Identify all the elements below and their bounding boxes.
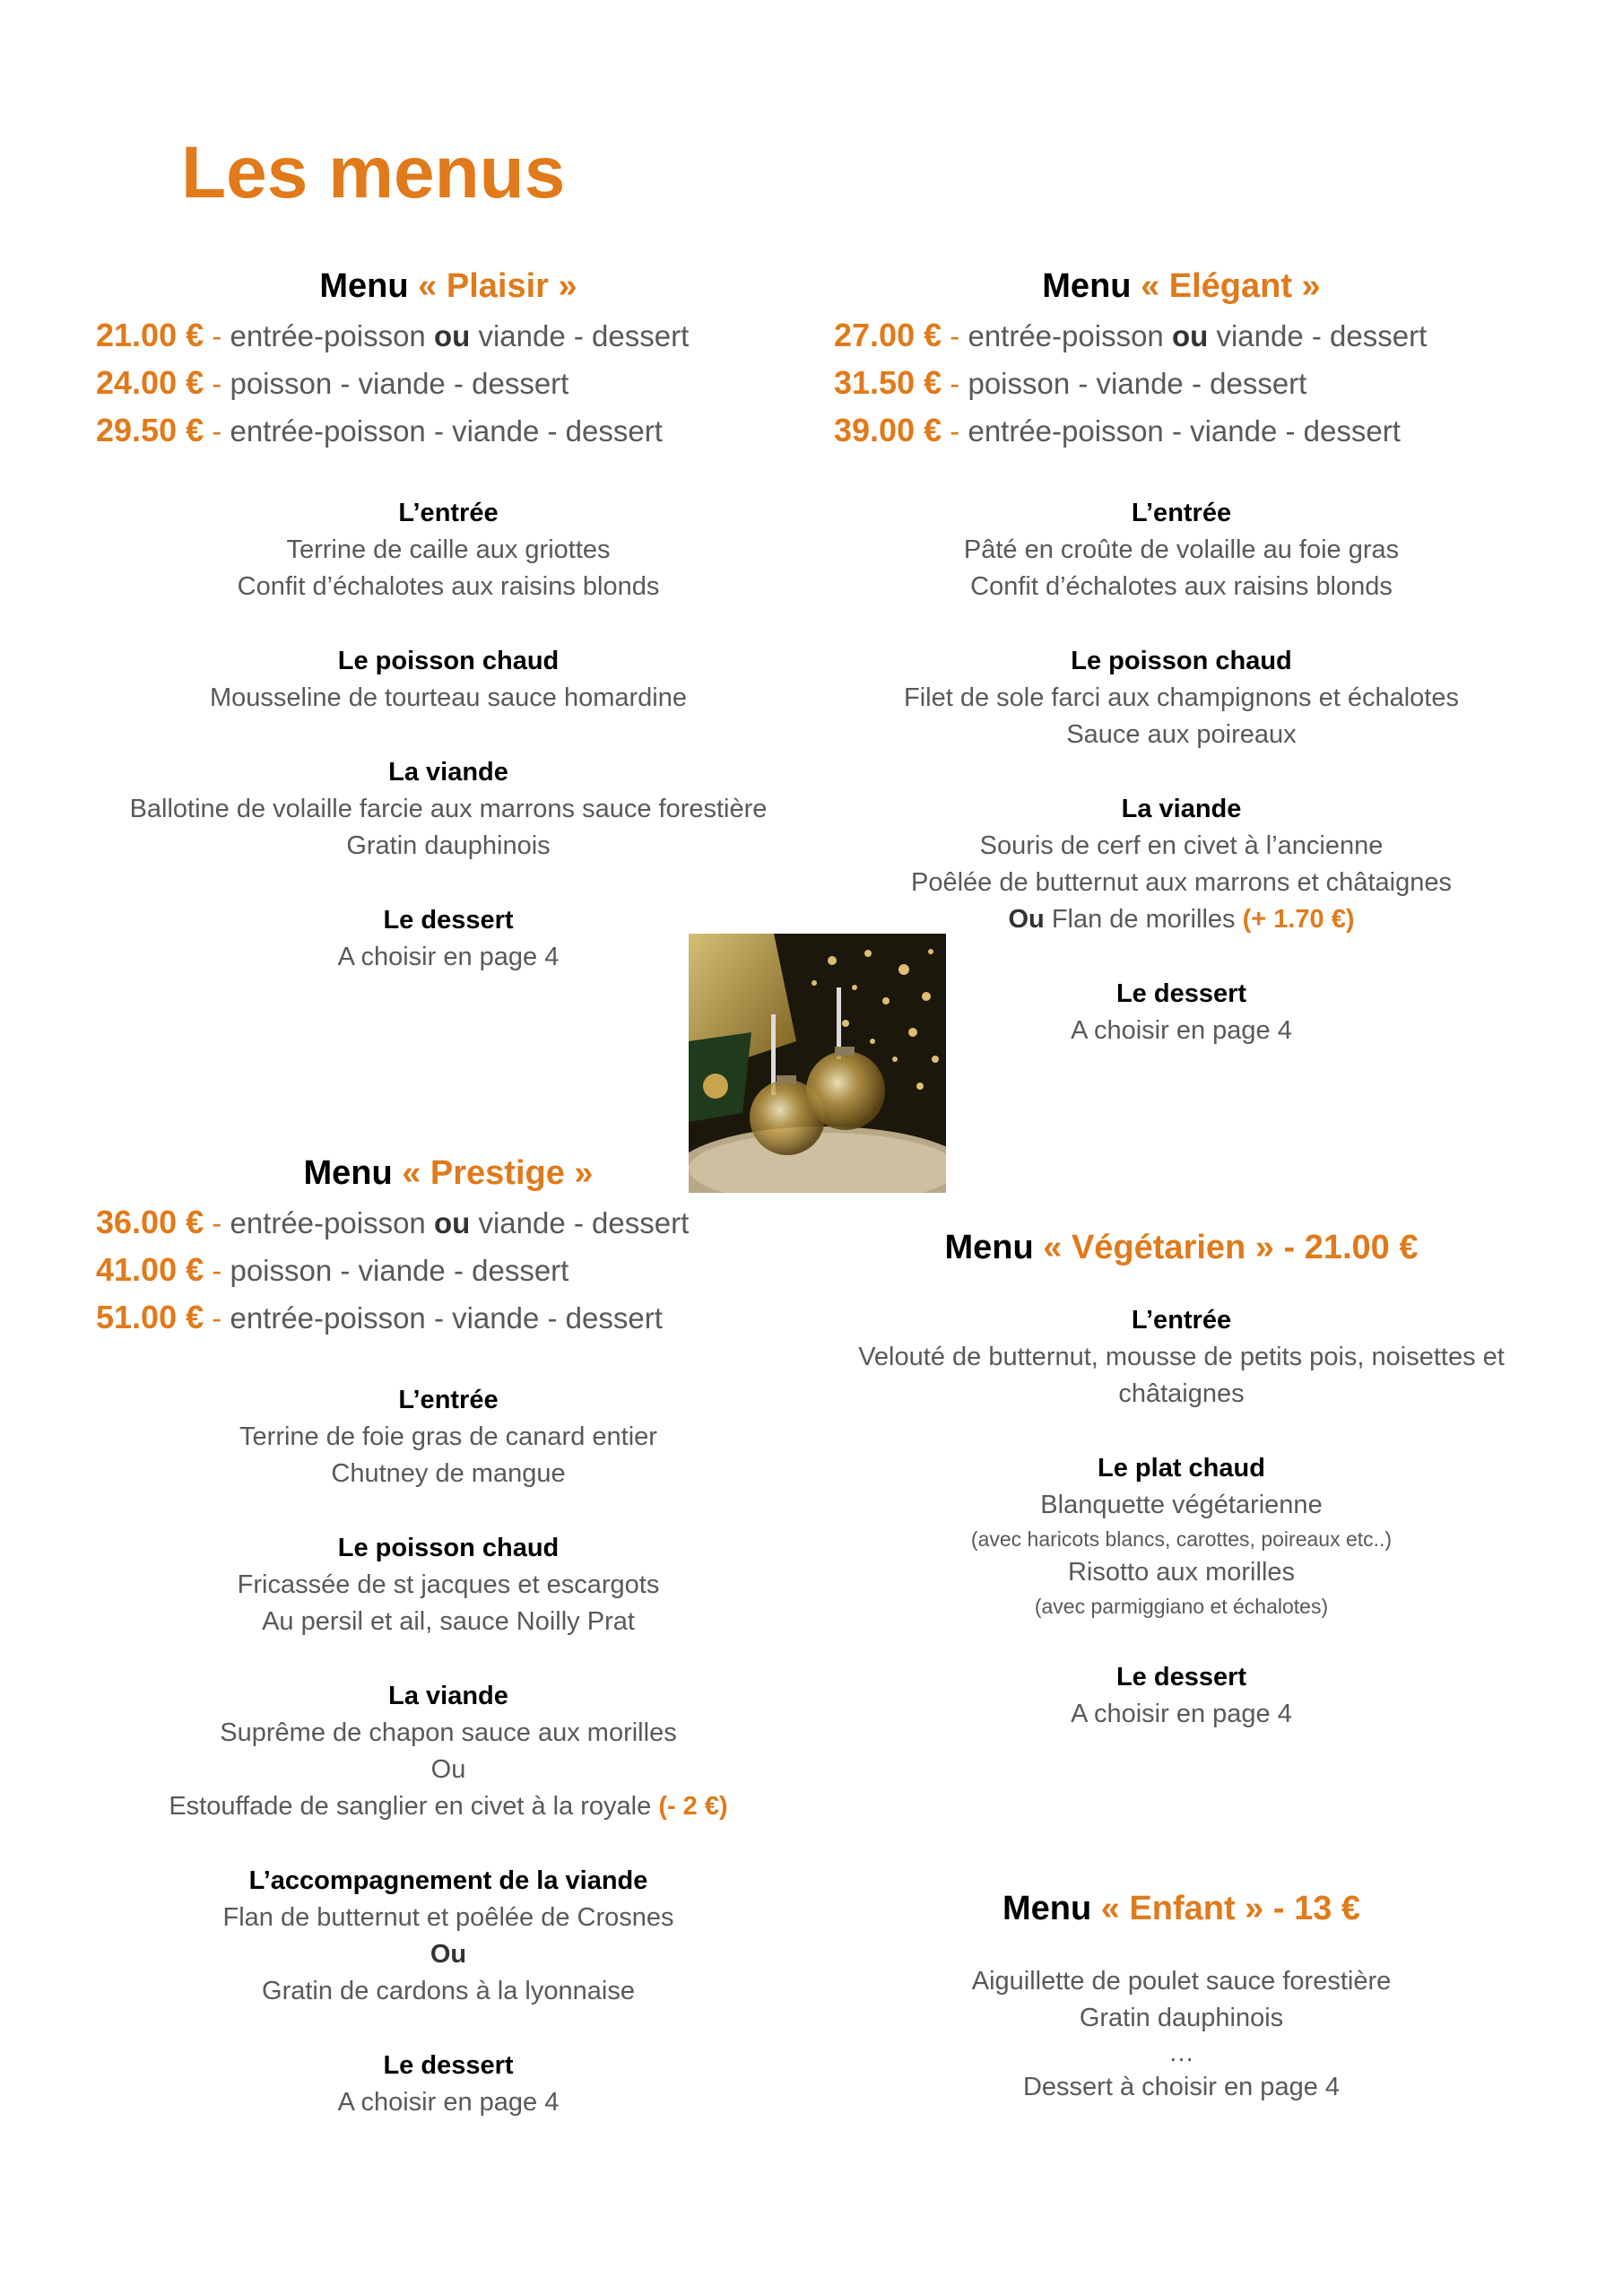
ellipsis: …	[1168, 2038, 1194, 2067]
menu-prestige-heading	[85, 1152, 812, 1196]
dish: Gratin dauphinois	[346, 831, 551, 860]
price-row	[96, 1247, 812, 1294]
menu-enfant-heading	[816, 1888, 1547, 1931]
price: 31.50 €	[834, 363, 942, 401]
price-separator: -	[950, 366, 960, 400]
dish: Pâté en croûte de volaille au foie gras	[963, 535, 1400, 564]
dish: Confit d’échalotes aux raisins blonds	[237, 571, 660, 601]
price: 36.00 €	[96, 1203, 204, 1240]
menu-name: « Plaisir »	[418, 267, 577, 305]
course-heading: L’entrée	[1131, 1305, 1232, 1335]
dish-note: (avec parmiggiano et échalotes)	[1034, 1594, 1329, 1618]
course-enfant	[816, 1963, 1547, 2106]
price-separator: -	[212, 366, 222, 400]
course-heading: L’entrée	[1131, 498, 1232, 527]
course-plat	[816, 1450, 1547, 1622]
course-viande	[816, 791, 1547, 938]
dish: Terrine de foie gras de canard entier	[239, 1422, 657, 1451]
dish: Flan de butternut et poêlée de Crosnes	[222, 1902, 674, 1932]
price-desc: viande - dessert	[1216, 318, 1428, 352]
price-row	[96, 407, 812, 455]
course-heading: La viande	[1121, 794, 1242, 823]
price-desc: entrée-poisson	[230, 318, 426, 352]
price-row	[96, 1294, 812, 1342]
dish: Confit d’échalotes aux raisins blonds	[970, 571, 1393, 601]
ou-label: Ou	[430, 1939, 467, 1969]
price-ou: ou	[433, 1205, 471, 1239]
course-entree	[85, 1382, 812, 1492]
price-separator: -	[212, 1253, 222, 1287]
price-row	[834, 360, 1547, 407]
course-entree	[85, 495, 812, 605]
dish: Terrine de caille aux griottes	[286, 535, 611, 564]
menu-name: « Enfant » - 13 €	[1100, 1890, 1361, 1927]
course-poisson	[816, 643, 1547, 753]
menu-name: « Prestige »	[402, 1154, 594, 1192]
course-heading: Le dessert	[383, 905, 514, 935]
course-heading: Le poisson chaud	[337, 646, 560, 675]
menu-label: Menu	[1002, 1890, 1092, 1927]
dish: A choisir en page 4	[337, 942, 560, 971]
course-heading: Le poisson chaud	[337, 1533, 560, 1562]
course-poisson	[85, 1530, 812, 1640]
price: 51.00 €	[96, 1298, 204, 1335]
page-title: Les menus	[181, 132, 566, 213]
dish: Risotto aux morilles	[1067, 1557, 1296, 1587]
dish-note: (avec haricots blancs, carottes, poireaux etc..)	[970, 1526, 1393, 1551]
dish: A choisir en page 4	[1071, 1699, 1292, 1728]
price-desc: entrée-poisson	[968, 318, 1164, 352]
dish: Gratin dauphinois	[1079, 2003, 1284, 2032]
course-entree	[816, 495, 1547, 605]
dish-text: Flan de morilles	[1051, 904, 1236, 934]
menu-label: Menu	[303, 1154, 393, 1192]
price-row	[96, 1199, 812, 1247]
dish: Poêlée de butternut aux marrons et châtaignes	[911, 867, 1452, 897]
dish: châtaignes	[1118, 1378, 1245, 1408]
course-heading: Le dessert	[383, 2050, 514, 2080]
dish: Velouté de butternut, mousse de petits pois, noisettes et	[858, 1342, 1505, 1371]
dish: Sauce aux poireaux	[1066, 719, 1297, 749]
price-row	[834, 312, 1547, 360]
course-dessert	[85, 2048, 812, 2121]
course-poisson	[85, 643, 812, 717]
price-row	[96, 360, 812, 407]
course-accompagnement	[85, 1863, 812, 2010]
dish: Au persil et ail, sauce Noilly Prat	[262, 1606, 635, 1636]
menu-prestige	[85, 1152, 812, 2121]
dish: A choisir en page 4	[337, 2087, 560, 2117]
dish-alternative	[816, 901, 1547, 938]
price-desc: poisson - viande - dessert	[230, 366, 569, 400]
dish: Filet de sole farci aux champignons et échalotes	[903, 683, 1459, 712]
price-desc: entrée-poisson - viande - dessert	[968, 413, 1401, 448]
price-ou: ou	[433, 318, 471, 352]
price-separator: -	[212, 413, 222, 448]
dish: Aiguillette de poulet sauce forestière	[971, 1966, 1392, 1996]
price-list	[96, 1199, 812, 1342]
price-separator: -	[212, 318, 222, 352]
course-heading: L’accompagnement de la viande	[248, 1866, 648, 1895]
dish: Gratin de cardons à la lyonnaise	[262, 1976, 635, 2005]
price-desc: poisson - viande - dessert	[968, 366, 1307, 400]
price-separator: -	[212, 1300, 222, 1335]
menu-plaisir	[85, 265, 812, 976]
price-desc: viande - dessert	[478, 1205, 690, 1239]
price-separator: -	[950, 413, 960, 448]
price-row	[96, 312, 812, 360]
menu-label: Menu	[319, 267, 409, 305]
price-desc: poisson - viande - dessert	[230, 1253, 569, 1287]
course-heading: La viande	[388, 757, 508, 787]
dish: Chutney de mangue	[331, 1458, 566, 1488]
price: 39.00 €	[834, 411, 942, 448]
menu-name: « Elégant »	[1141, 267, 1321, 305]
dish: Ballotine de volaille farcie aux marrons sauce forestière	[129, 794, 768, 823]
price-desc: entrée-poisson - viande - dessert	[230, 1300, 663, 1335]
menu-elegant	[816, 265, 1547, 1049]
price: 24.00 €	[96, 363, 204, 401]
ou-label: Ou	[1008, 904, 1045, 934]
menu-vegetarien-heading	[816, 1227, 1547, 1270]
dish: Blanquette végétarienne	[1040, 1490, 1323, 1519]
course-dessert	[816, 1659, 1547, 1733]
menu-elegant-heading	[816, 265, 1547, 309]
course-viande	[85, 754, 812, 865]
price: 27.00 €	[834, 316, 942, 353]
dish: Mousseline de tourteau sauce homardine	[210, 683, 687, 712]
price: 21.00 €	[96, 316, 204, 353]
price-row	[834, 407, 1547, 455]
price-ou: ou	[1171, 318, 1209, 352]
menu-label: Menu	[944, 1229, 1034, 1266]
supplement: (- 2 €)	[658, 1791, 728, 1821]
ou-label: Ou	[430, 1754, 466, 1784]
menu-enfant	[816, 1888, 1547, 2106]
course-heading: L’entrée	[398, 498, 499, 527]
price-list	[96, 312, 812, 455]
menu-name: « Végétarien » - 21.00 €	[1043, 1229, 1419, 1266]
dish: Dessert à choisir en page 4	[1022, 2072, 1341, 2101]
menu-label: Menu	[1042, 267, 1132, 305]
menu-vegetarien	[816, 1227, 1547, 1733]
supplement: (+ 1.70 €)	[1242, 904, 1355, 934]
course-heading: Le poisson chaud	[1071, 646, 1292, 675]
dish: Fricassée de st jacques et escargots	[237, 1570, 660, 1599]
course-heading: Le plat chaud	[1098, 1453, 1265, 1483]
price-desc: entrée-poisson	[230, 1205, 426, 1239]
dish-text: Estouffade de sanglier en civet à la royale	[169, 1791, 652, 1821]
course-heading: La viande	[388, 1681, 508, 1710]
price-separator: -	[212, 1205, 222, 1239]
price-desc: viande - dessert	[478, 318, 690, 352]
course-heading: Le dessert	[1115, 1662, 1247, 1692]
course-heading: L’entrée	[398, 1385, 499, 1414]
dish: Suprême de chapon sauce aux morilles	[220, 1718, 677, 1747]
price-list	[834, 312, 1547, 455]
price: 41.00 €	[96, 1250, 204, 1288]
price-separator: -	[950, 318, 960, 352]
dish: A choisir en page 4	[1071, 1015, 1292, 1045]
course-entree	[816, 1302, 1547, 1413]
price: 29.50 €	[96, 411, 204, 448]
course-viande	[85, 1678, 812, 1825]
price-desc: entrée-poisson - viande - dessert	[230, 413, 663, 448]
course-heading: Le dessert	[1115, 978, 1247, 1008]
dish-alternative	[85, 1788, 812, 1825]
menu-plaisir-heading	[85, 265, 812, 309]
dish: Souris de cerf en civet à l’ancienne	[979, 831, 1384, 860]
